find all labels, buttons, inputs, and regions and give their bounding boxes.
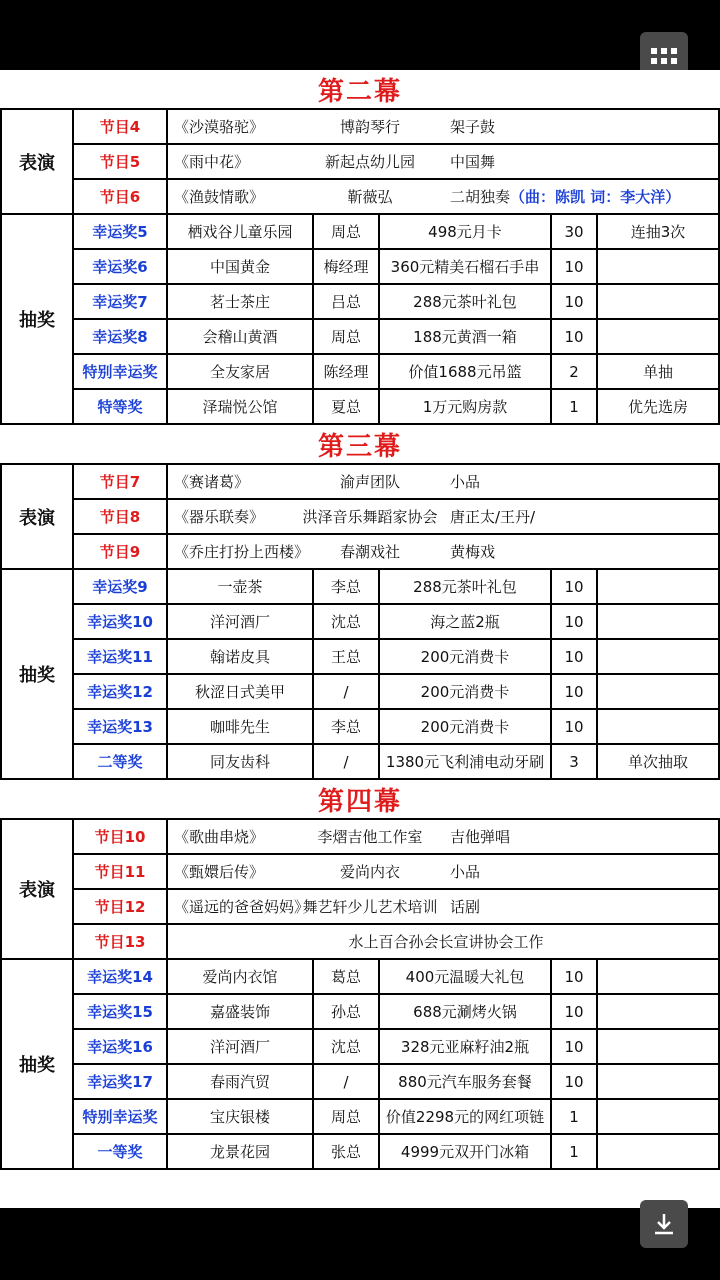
award-name: 幸运奖15	[73, 994, 167, 1029]
contact-person: 沈总	[313, 604, 379, 639]
program-genre: 黄梅戏	[450, 543, 496, 561]
prize: 498元月卡	[379, 214, 551, 249]
sponsor: 春雨汽贸	[167, 1064, 313, 1099]
program-performer: 新起点幼儿园	[324, 153, 415, 171]
program-number: 节目12	[73, 889, 167, 924]
sponsor: 会稽山黄酒	[167, 319, 313, 354]
draw-row	[1, 1029, 719, 1064]
sponsor: 泽瑞悦公馆	[167, 389, 313, 424]
quantity: 10	[551, 284, 597, 319]
quantity: 10	[551, 569, 597, 604]
program-genre: 小品	[450, 473, 481, 491]
program-performer: 爱尚内衣	[339, 863, 400, 881]
program-info	[167, 534, 719, 569]
contact-person: 葛总	[313, 959, 379, 994]
section-label-perform: 表演	[1, 464, 73, 569]
program-name: 《甄嬛后传》	[174, 863, 265, 881]
note	[597, 1029, 719, 1064]
quantity: 10	[551, 674, 597, 709]
prize: 200元消费卡	[379, 639, 551, 674]
quantity: 3	[551, 744, 597, 779]
program-performer: 李熠吉他工作室	[317, 828, 423, 846]
quantity: 10	[551, 319, 597, 354]
program-name: 《渔鼓情歌》	[174, 188, 265, 206]
program-number: 节目10	[73, 819, 167, 854]
quantity: 2	[551, 354, 597, 389]
performance-row	[1, 464, 719, 499]
section-label-draw: 抽奖	[1, 569, 73, 779]
quantity: 30	[551, 214, 597, 249]
performance-row	[1, 889, 719, 924]
program-name: 《歌曲串烧》	[174, 828, 265, 846]
contact-person: 孙总	[313, 994, 379, 1029]
note	[597, 709, 719, 744]
note	[597, 1099, 719, 1134]
section-label-perform: 表演	[1, 109, 73, 214]
award-name: 二等奖	[73, 744, 167, 779]
note	[597, 319, 719, 354]
sponsor: 秋涩日式美甲	[167, 674, 313, 709]
program-name: 《雨中花》	[174, 153, 250, 171]
program-genre: 吉他弹唱	[450, 828, 511, 846]
performance-row	[1, 819, 719, 854]
note	[597, 569, 719, 604]
prize: 880元汽车服务套餐	[379, 1064, 551, 1099]
award-name: 幸运奖7	[73, 284, 167, 319]
note	[597, 1064, 719, 1099]
prize: 200元消费卡	[379, 709, 551, 744]
prize: 海之蓝2瓶	[379, 604, 551, 639]
prize: 188元黄酒一箱	[379, 319, 551, 354]
contact-person: 周总	[313, 1099, 379, 1134]
program-number: 节目7	[73, 464, 167, 499]
program-number: 节目11	[73, 854, 167, 889]
program-info	[167, 144, 719, 179]
program-genre: 架子鼓	[450, 118, 496, 136]
contact-person: 吕总	[313, 284, 379, 319]
quantity: 10	[551, 249, 597, 284]
section-label-draw: 抽奖	[1, 214, 73, 424]
award-name: 幸运奖16	[73, 1029, 167, 1064]
prize: 328元亚麻籽油2瓶	[379, 1029, 551, 1064]
performance-row	[1, 144, 719, 179]
draw-row	[1, 389, 719, 424]
program-performer: 春潮戏社	[339, 543, 400, 561]
sponsor: 一壶茶	[167, 569, 313, 604]
draw-row	[1, 319, 719, 354]
act-title: 第四幕	[317, 786, 402, 817]
contact-person: /	[313, 674, 379, 709]
award-name: 幸运奖17	[73, 1064, 167, 1099]
award-name: 特别幸运奖	[73, 1099, 167, 1134]
prize: 1万元购房款	[379, 389, 551, 424]
program-info	[167, 924, 719, 959]
program-name: 《乔庄打扮上西楼》	[174, 543, 310, 561]
quantity: 10	[551, 1029, 597, 1064]
quantity: 10	[551, 959, 597, 994]
award-name: 幸运奖12	[73, 674, 167, 709]
performance-row	[1, 109, 719, 144]
sponsor: 爱尚内衣馆	[167, 959, 313, 994]
contact-person: /	[313, 1064, 379, 1099]
program-performer: 舞艺轩少儿艺术培训	[302, 898, 438, 916]
draw-row	[1, 639, 719, 674]
download-icon[interactable]	[640, 1200, 688, 1248]
program-full: 水上百合孙会长宣讲协会工作	[348, 933, 544, 951]
prize: 288元茶叶礼包	[379, 569, 551, 604]
program-name: 《遥远的爸爸妈妈》	[174, 898, 310, 916]
act-title: 第三幕	[317, 431, 402, 462]
draw-row	[1, 709, 719, 744]
program-number: 节目4	[73, 109, 167, 144]
contact-person: 王总	[313, 639, 379, 674]
quantity: 1	[551, 389, 597, 424]
program-credit: （曲：陈凯 词：李大洋）	[510, 188, 681, 206]
award-name: 幸运奖14	[73, 959, 167, 994]
program-number: 节目13	[73, 924, 167, 959]
draw-row	[1, 249, 719, 284]
top-bar	[0, 0, 720, 70]
sponsor: 咖啡先生	[167, 709, 313, 744]
performance-row	[1, 534, 719, 569]
program-number: 节目5	[73, 144, 167, 179]
prize: 288元茶叶礼包	[379, 284, 551, 319]
note	[597, 639, 719, 674]
program-number: 节目8	[73, 499, 167, 534]
program-performer: 洪泽音乐舞蹈家协会	[302, 508, 438, 526]
note	[597, 674, 719, 709]
program-info	[167, 464, 719, 499]
program-number: 节目6	[73, 179, 167, 214]
contact-person: 张总	[313, 1134, 379, 1169]
award-name: 一等奖	[73, 1134, 167, 1169]
performance-row	[1, 179, 719, 214]
act-table	[0, 108, 720, 425]
draw-row	[1, 354, 719, 389]
program-name: 《沙漠骆驼》	[174, 118, 265, 136]
prize: 4999元双开门冰箱	[379, 1134, 551, 1169]
note: 单抽	[597, 354, 719, 389]
draw-row	[1, 604, 719, 639]
quantity: 1	[551, 1099, 597, 1134]
draw-row	[1, 744, 719, 779]
award-name: 幸运奖8	[73, 319, 167, 354]
act-table	[0, 463, 720, 780]
program-name: 《器乐联奏》	[174, 508, 265, 526]
bottom-bar	[0, 1208, 720, 1280]
draw-row	[1, 214, 719, 249]
prize: 价值2298元的网红项链	[379, 1099, 551, 1134]
award-name: 幸运奖9	[73, 569, 167, 604]
prize: 360元精美石榴石手串	[379, 249, 551, 284]
draw-row	[1, 959, 719, 994]
sponsor: 洋河酒厂	[167, 604, 313, 639]
program-genre: 话剧	[450, 898, 481, 916]
prize: 价值1688元吊篮	[379, 354, 551, 389]
program-genre: 中国舞	[450, 153, 496, 171]
performance-row	[1, 854, 719, 889]
quantity: 10	[551, 709, 597, 744]
program-info	[167, 179, 719, 214]
act-title: 第二幕	[317, 76, 402, 107]
draw-row	[1, 1064, 719, 1099]
sponsor: 同友齿科	[167, 744, 313, 779]
program-performer: 靳薇弘	[347, 188, 393, 206]
program-performer: 博韵琴行	[339, 118, 400, 136]
award-name: 特等奖	[73, 389, 167, 424]
program-info	[167, 854, 719, 889]
draw-row	[1, 1134, 719, 1169]
quantity: 1	[551, 1134, 597, 1169]
prize: 688元涮烤火锅	[379, 994, 551, 1029]
contact-person: 周总	[313, 319, 379, 354]
note	[597, 1134, 719, 1169]
note	[597, 284, 719, 319]
sponsor: 龙景花园	[167, 1134, 313, 1169]
quantity: 10	[551, 639, 597, 674]
quantity: 10	[551, 994, 597, 1029]
prize: 1380元飞利浦电动牙刷	[379, 744, 551, 779]
program-document	[0, 70, 720, 1208]
note: 单次抽取	[597, 744, 719, 779]
program-info	[167, 499, 719, 534]
contact-person: 周总	[313, 214, 379, 249]
sponsor: 中国黄金	[167, 249, 313, 284]
note	[597, 604, 719, 639]
sponsor: 翰诺皮具	[167, 639, 313, 674]
prize: 400元温暖大礼包	[379, 959, 551, 994]
performance-row	[1, 499, 719, 534]
program-number: 节目9	[73, 534, 167, 569]
draw-row	[1, 569, 719, 604]
award-name: 幸运奖10	[73, 604, 167, 639]
section-label-draw: 抽奖	[1, 959, 73, 1169]
contact-person: 李总	[313, 709, 379, 744]
sponsor: 宝庆银楼	[167, 1099, 313, 1134]
prize: 200元消费卡	[379, 674, 551, 709]
note	[597, 994, 719, 1029]
note: 优先选房	[597, 389, 719, 424]
contact-person: 李总	[313, 569, 379, 604]
note: 连抽3次	[597, 214, 719, 249]
program-genre: 二胡独奏	[450, 188, 511, 206]
program-genre: 唐正太/王丹/	[450, 508, 536, 526]
draw-row	[1, 674, 719, 709]
sponsor: 全友家居	[167, 354, 313, 389]
draw-row	[1, 1099, 719, 1134]
award-name: 幸运奖13	[73, 709, 167, 744]
quantity: 10	[551, 604, 597, 639]
act-table	[0, 818, 720, 1170]
program-info	[167, 819, 719, 854]
contact-person: 夏总	[313, 389, 379, 424]
program-name: 《赛诸葛》	[174, 473, 250, 491]
draw-row	[1, 284, 719, 319]
sponsor: 洋河酒厂	[167, 1029, 313, 1064]
note	[597, 249, 719, 284]
award-name: 幸运奖5	[73, 214, 167, 249]
award-name: 幸运奖11	[73, 639, 167, 674]
performance-row	[1, 924, 719, 959]
award-name: 特别幸运奖	[73, 354, 167, 389]
draw-row	[1, 994, 719, 1029]
program-info	[167, 889, 719, 924]
program-info	[167, 109, 719, 144]
sponsor: 茗士茶庄	[167, 284, 313, 319]
program-performer: 渝声团队	[339, 473, 400, 491]
contact-person: /	[313, 744, 379, 779]
award-name: 幸运奖6	[73, 249, 167, 284]
note	[597, 959, 719, 994]
contact-person: 陈经理	[313, 354, 379, 389]
sponsor: 嘉盛装饰	[167, 994, 313, 1029]
section-label-perform: 表演	[1, 819, 73, 959]
contact-person: 梅经理	[313, 249, 379, 284]
contact-person: 沈总	[313, 1029, 379, 1064]
program-genre: 小品	[450, 863, 481, 881]
quantity: 10	[551, 1064, 597, 1099]
sponsor: 栖戏谷儿童乐园	[167, 214, 313, 249]
